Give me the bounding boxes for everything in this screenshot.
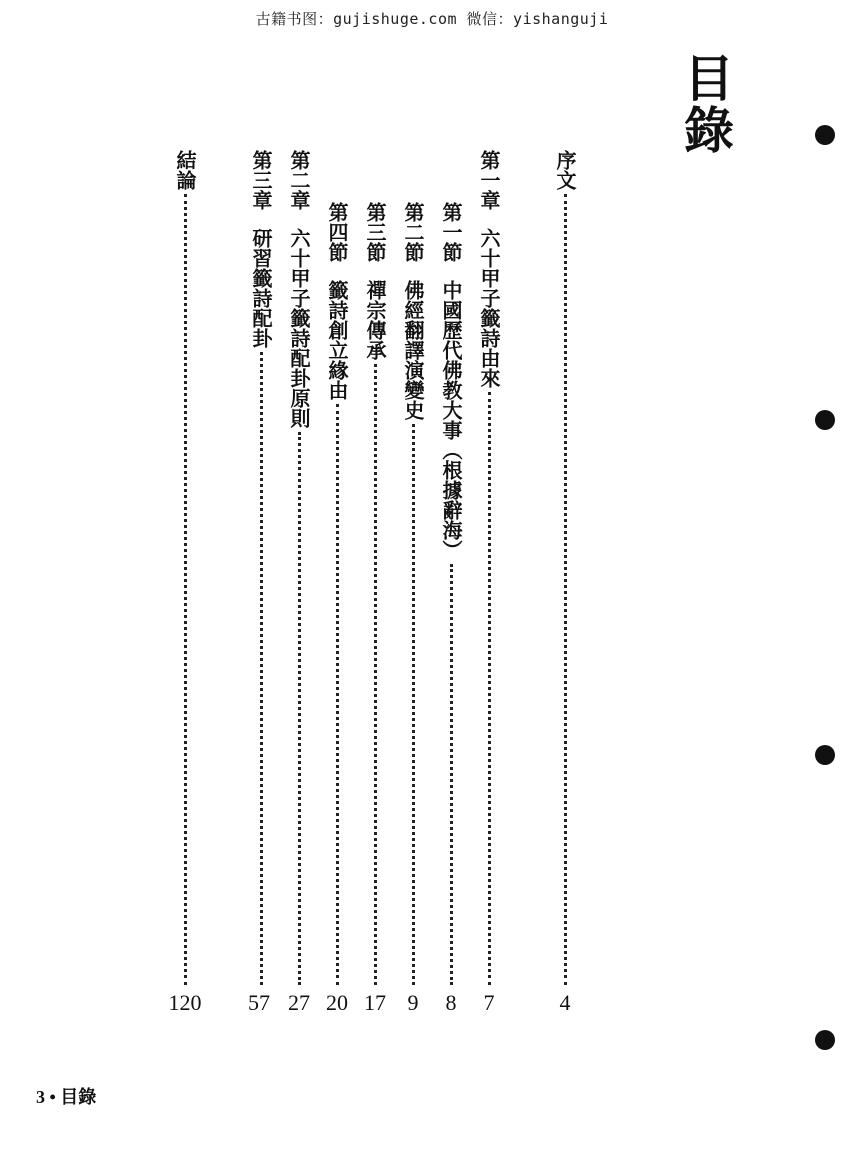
page-number: 17 — [364, 990, 386, 1015]
toc-entry-label: 第三章 — [249, 150, 273, 210]
binding-hole — [815, 745, 835, 765]
toc-entry-title: 禪宗傳承 — [363, 280, 387, 360]
page-number: 4 — [559, 990, 571, 1015]
binding-hole — [815, 125, 835, 145]
page-number: 9 — [407, 990, 419, 1015]
toc-entry-section-3[interactable] — [362, 150, 388, 985]
toc-entry-label: 第四節 — [325, 202, 349, 262]
toc-entry-chapter-2[interactable] — [286, 150, 312, 985]
toc-entry-title: 籤詩創立緣由 — [325, 280, 349, 400]
toc-entry-conclusion[interactable] — [172, 150, 198, 985]
toc-entry-label: 第一章 — [477, 150, 501, 210]
binding-hole — [815, 410, 835, 430]
dotted-leader — [184, 194, 187, 985]
toc-entry-label: 序文 — [553, 150, 577, 190]
toc-entry-section-4[interactable] — [324, 150, 350, 985]
dotted-leader — [488, 392, 491, 985]
dotted-leader — [260, 352, 263, 985]
dotted-leader — [450, 564, 453, 985]
dotted-leader — [336, 404, 339, 985]
dotted-leader — [412, 424, 415, 985]
page-title: 目錄 — [676, 52, 735, 156]
page-number: 57 — [248, 990, 270, 1015]
toc-entry-title: 六十甲子籤詩由來 — [477, 228, 501, 388]
toc-entry-preface[interactable] — [552, 150, 578, 985]
toc-entry-section-2[interactable] — [400, 150, 426, 985]
page-number: 7 — [483, 990, 495, 1015]
toc-entry-chapter-1[interactable] — [476, 150, 502, 985]
dotted-leader — [298, 432, 301, 985]
dotted-leader — [564, 194, 567, 985]
page-number: 8 — [445, 990, 457, 1015]
toc-entry-title: 佛經翻譯演變史 — [401, 280, 425, 420]
toc-entry-title: 六十甲子籤詩配卦原則 — [287, 228, 311, 428]
dotted-leader — [374, 364, 377, 985]
page-number: 27 — [288, 990, 310, 1015]
toc-entry-label: 第二節 — [401, 202, 425, 262]
toc-entry-label: 第一節 — [439, 202, 463, 262]
toc-entry-title: 中國歷代佛教大事（根據辭海） — [439, 280, 463, 560]
toc-entry-section-1[interactable] — [438, 150, 464, 985]
watermark: 古籍书图：gujishuge.com 微信：yishanguji — [255, 10, 609, 28]
toc-entry-label: 第三節 — [363, 202, 387, 262]
binding-hole — [815, 1030, 835, 1050]
toc-entry-title: 研習籤詩配卦 — [249, 228, 273, 348]
page-number: 20 — [326, 990, 348, 1015]
toc-entry-label: 第二章 — [287, 150, 311, 210]
toc-entry-chapter-3[interactable] — [248, 150, 274, 985]
toc-entry-label: 結論 — [173, 150, 197, 190]
page-footer: 3 • 目錄 — [36, 1087, 97, 1107]
table-of-contents — [150, 150, 600, 980]
page-number: 120 — [168, 990, 202, 1015]
